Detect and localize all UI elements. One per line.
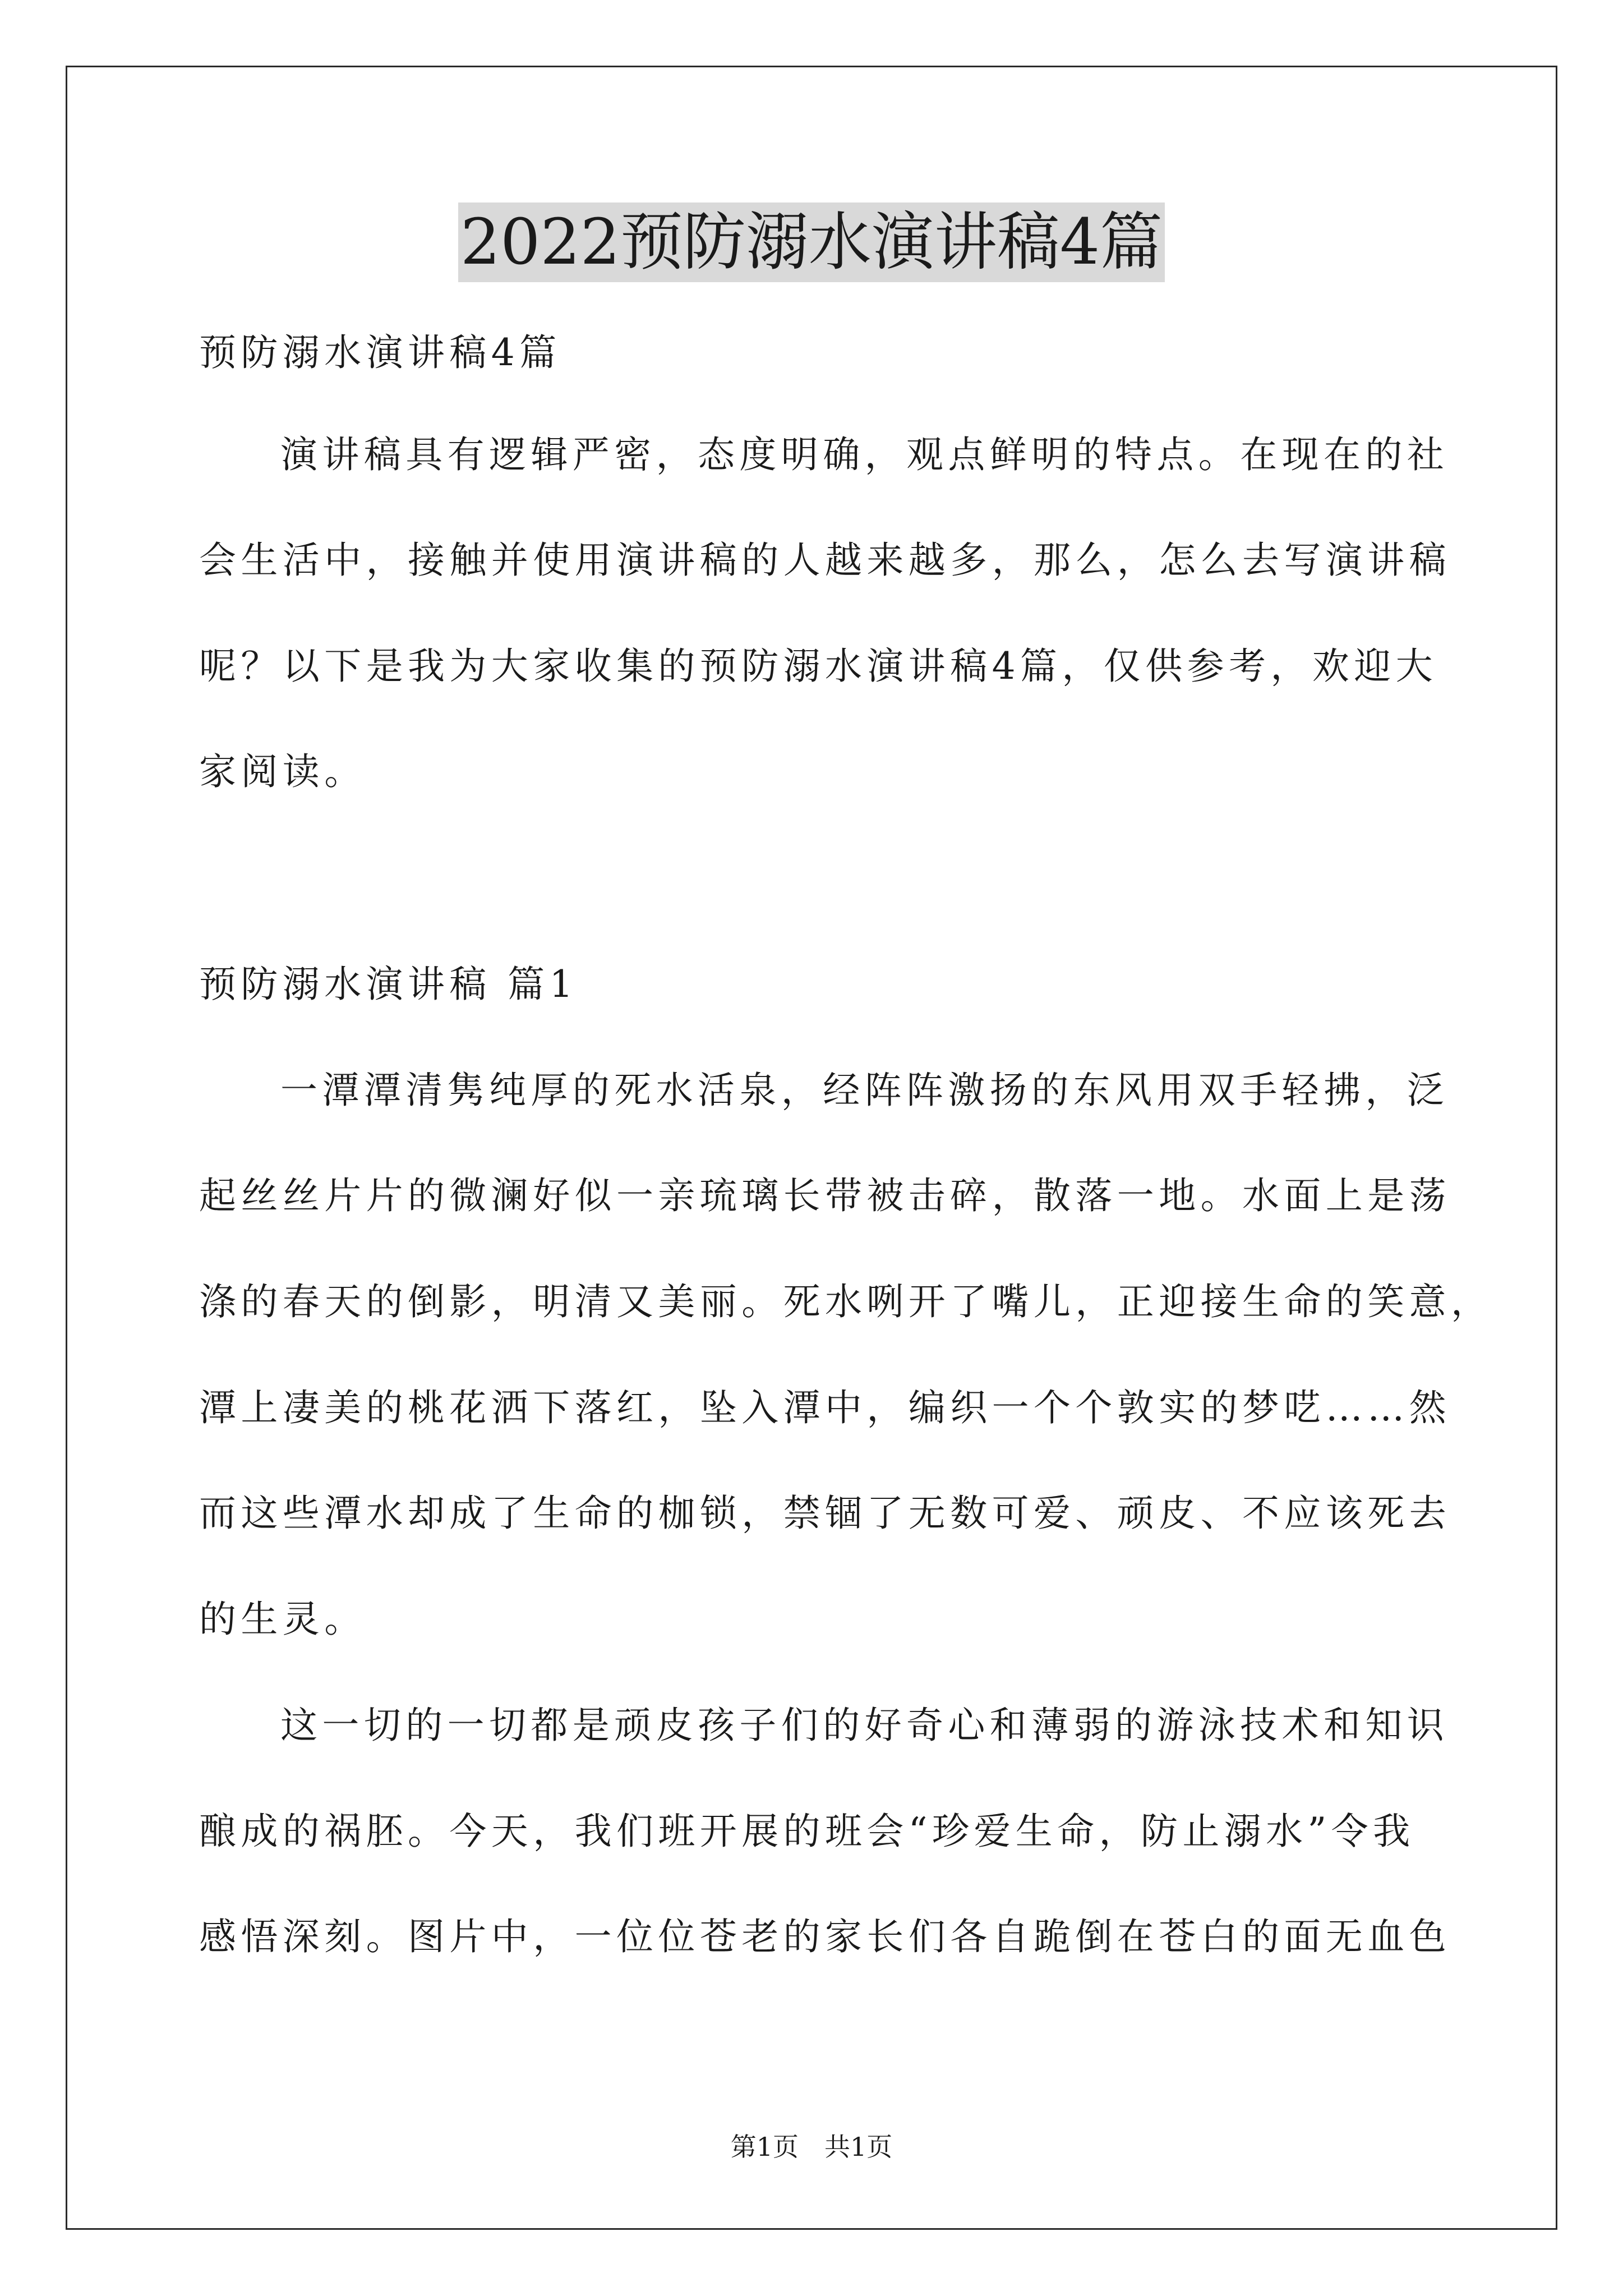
paragraph-line: 一潭潭清隽纯厚的死水活泉，经阵阵激扬的东风用双手轻拂，泛 <box>280 1069 1449 1112</box>
paragraph-line: 的生灵。 <box>199 1598 366 1641</box>
paragraph-line: 酿成的祸胚。今天，我们班开展的班会“珍爱生命，防止溺水”令我 <box>199 1810 1415 1853</box>
document-subtitle: 预防溺水演讲稿4篇 <box>199 331 561 374</box>
intro-line: 家阅读。 <box>199 750 366 793</box>
intro-line: 呢？以下是我为大家收集的预防溺水演讲稿4篇，仅供参考，欢迎大 <box>199 645 1437 688</box>
paragraph-line: 起丝丝片片的微澜好似一亲琉璃长带被击碎，散落一地。水面上是荡 <box>199 1174 1451 1217</box>
paragraph-line: 潭上凄美的桃花洒下落红，坠入潭中，编织一个个敦实的梦呓……然 <box>199 1386 1451 1429</box>
section-heading: 预防溺水演讲稿 篇1 <box>199 963 578 1006</box>
intro-line: 演讲稿具有逻辑严密，态度明确，观点鲜明的特点。在现在的社 <box>280 433 1449 476</box>
intro-line: 会生活中，接触并使用演讲稿的人越来越多，那么，怎么去写演讲稿 <box>199 539 1451 582</box>
page-footer: 第1页 共1页 <box>730 2132 893 2162</box>
document-title-text: 2022预防溺水演讲稿4篇 <box>458 203 1165 282</box>
paragraph-line: 涤的春天的倒影，明清又美丽。死水咧开了嘴儿，正迎接生命的笑意， <box>199 1280 1493 1323</box>
document-title <box>0 197 1623 287</box>
paragraph-line: 感悟深刻。图片中，一位位苍老的家长们各自跪倒在苍白的面无血色 <box>199 1915 1451 1958</box>
paragraph-line: 而这些潭水却成了生命的枷锁，禁锢了无数可爱、顽皮、不应该死去 <box>199 1492 1451 1535</box>
page-border <box>66 66 1557 2230</box>
paragraph-line: 这一切的一切都是顽皮孩子们的好奇心和薄弱的游泳技术和知识 <box>280 1704 1449 1747</box>
